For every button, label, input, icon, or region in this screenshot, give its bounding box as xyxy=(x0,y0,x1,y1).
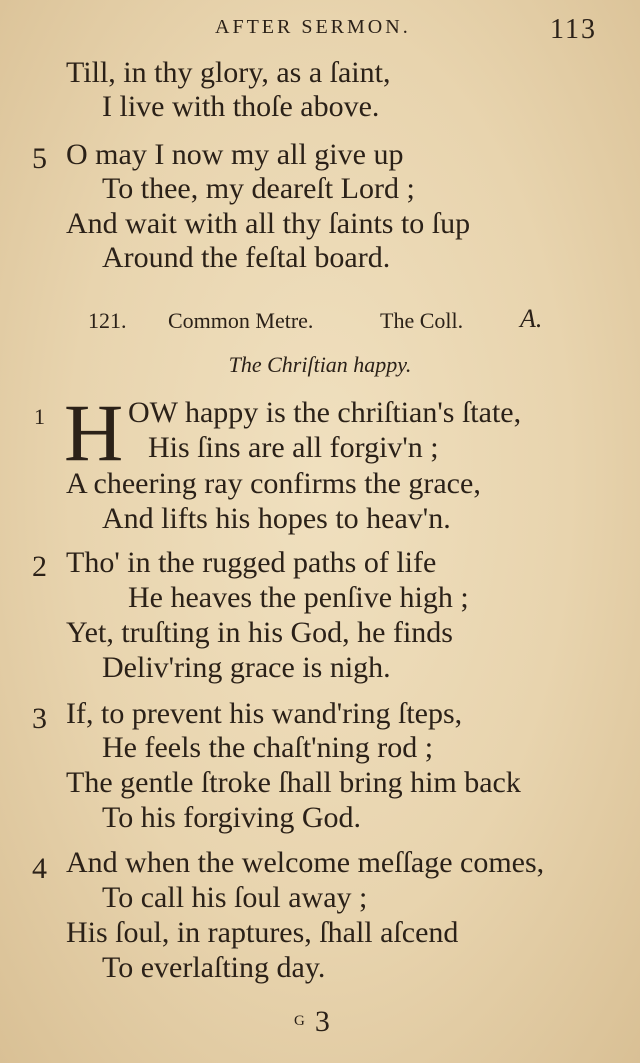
hymn-line: OW happy is the chriſtian's ſtate, xyxy=(128,396,522,429)
verse-number: 1 xyxy=(34,404,45,429)
drop-cap: H xyxy=(64,387,124,478)
hymn-line: To his forgiving God. xyxy=(102,801,362,834)
running-head: AFTER SERMON. xyxy=(215,16,411,38)
page-header xyxy=(0,12,640,52)
hymn-title: The Chriſtian happy. xyxy=(228,352,412,377)
hymn-line: He heaves the penſive high ; xyxy=(128,581,469,614)
hymn-line: Deliv'ring grace is nigh. xyxy=(102,651,391,684)
hymn-line: To call his ſoul away ; xyxy=(102,881,368,914)
hymn-line: His ſins are all forgiv'n ; xyxy=(148,431,439,464)
hymn-line: O may I now my all give up xyxy=(66,138,404,171)
hymn-number: 121. xyxy=(88,308,127,333)
page-number: 113 xyxy=(550,14,597,45)
hymn-initial: A. xyxy=(520,304,543,333)
hymn-heading xyxy=(0,304,640,338)
hymn-line: To thee, my deareſt Lord ; xyxy=(102,172,415,205)
verse-number: 4 xyxy=(32,852,47,885)
hymn-line: Tho' in the rugged paths of life xyxy=(66,546,437,579)
hymn-line: Around the feſtal board. xyxy=(102,241,391,274)
verse-number: 5 xyxy=(32,142,47,175)
signature-letter: G xyxy=(294,1013,305,1029)
hymn-tune: The Coll. xyxy=(380,308,464,333)
hymn-line: To everlaſting day. xyxy=(102,951,326,984)
hymn-line: If, to prevent his wand'ring ſteps, xyxy=(66,697,463,730)
signature-number: 3 xyxy=(314,1005,330,1038)
hymn-line: The gentle ſtroke ſhall bring him back xyxy=(66,766,521,799)
hymn-line: His ſoul, in raptures, ſhall aſcend xyxy=(66,916,459,949)
hymn-line: And when the welcome meſſage comes, xyxy=(66,846,545,879)
hymn-line: Till, in thy glory, as a ſaint, xyxy=(66,56,391,89)
hymn-line: A cheering ray confirms the grace, xyxy=(66,467,481,500)
hymn-line: And lifts his hopes to heav'n. xyxy=(102,502,451,535)
hymn-metre: Common Metre. xyxy=(168,308,314,333)
hymn-line: And wait with all thy ſaints to ſup xyxy=(66,207,471,240)
verse-number: 3 xyxy=(32,702,47,735)
hymn-line: I live with thoſe above. xyxy=(102,90,380,123)
hymn-line: Yet, truſting in his God, he finds xyxy=(66,616,453,649)
verse-number: 2 xyxy=(32,550,47,583)
hymn-line: He feels the chaſt'ning rod ; xyxy=(102,731,434,764)
signature-mark xyxy=(294,1005,330,1039)
